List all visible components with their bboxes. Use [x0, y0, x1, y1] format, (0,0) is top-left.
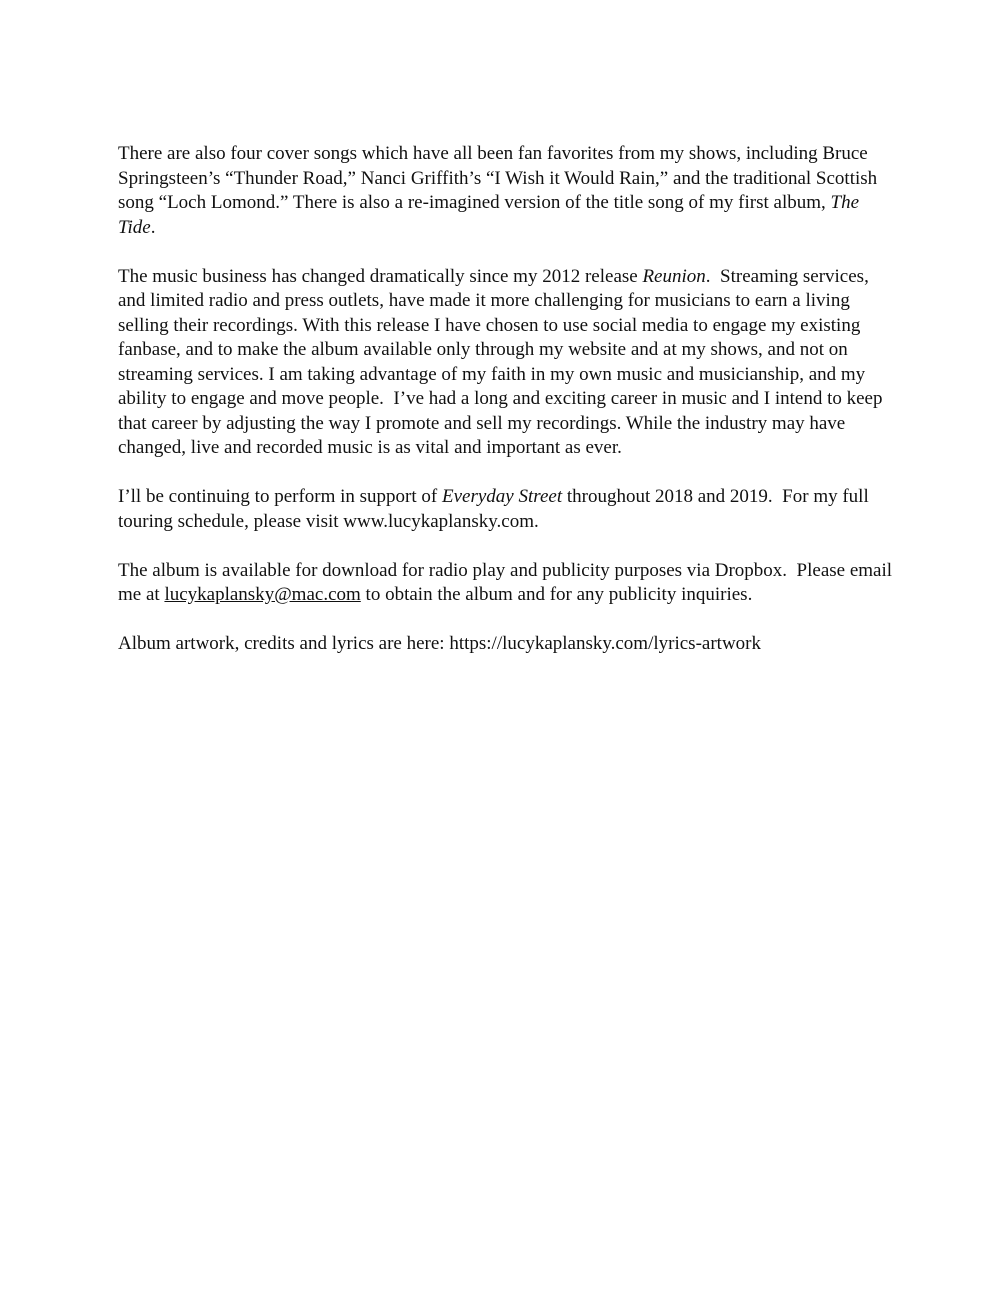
paragraph-music-business [118, 265, 893, 461]
paragraph-download [118, 559, 897, 608]
paragraph-touring [118, 485, 893, 534]
artwork-text: Album artwork, credits and lyrics are here: https://lucykaplansky.com/lyrics-artwork [118, 633, 761, 654]
music-business-text-rest: . Streaming services, and limited radio and press outlets, have made it more challenging for musicians to earn a living selling their recordings. With this release I have chosen to use social media to engage my existing fanbase, and to make the album available only through my website and at my shows, and not on streaming services. I am taking advantage of my faith in my own music and musicianship, and my ability to engage and move people. I’ve had a long and exciting career in music and I intend to keep that career by adjusting the way I promote and sell my recordings. While the industry may have changed, live and recorded music is as vital and important as ever. [118, 265, 888, 458]
download-text-start: The album is available for download for radio play and publicity purposes via Dropbox. Please email me at [118, 559, 897, 605]
paragraph-artwork [118, 632, 893, 657]
music-business-text-start: The music business has changed dramatically since my 2012 release [118, 265, 643, 287]
album-title-everyday-street: Everyday Street [442, 486, 563, 507]
document-page [118, 142, 897, 681]
touring-text-start: I’ll be continuing to perform in support of [118, 486, 442, 507]
album-title-reunion: Reunion [642, 265, 706, 287]
album-title-the-tide: The Tide [118, 192, 864, 238]
paragraph-cover-songs [118, 142, 893, 240]
cover-songs-text: There are also four cover songs which have all been fan favorites from my shows, including Bruce Springsteen’s “Thunder Road,” Nanci Griffith’s “I Wish it Would Rain,” and the traditional Scottish song “Loch Lomond.” There is also a re-imagined version of the title song of my first album, [118, 143, 882, 213]
cover-songs-period: . [150, 216, 156, 238]
download-text-rest: to obtain the album and for any publicity inquiries. [360, 584, 753, 605]
email-link[interactable]: lucykaplansky@mac.com [164, 584, 361, 605]
touring-text-rest: throughout 2018 and 2019. For my full touring schedule, please visit www.lucykaplansky.com. [118, 486, 874, 532]
